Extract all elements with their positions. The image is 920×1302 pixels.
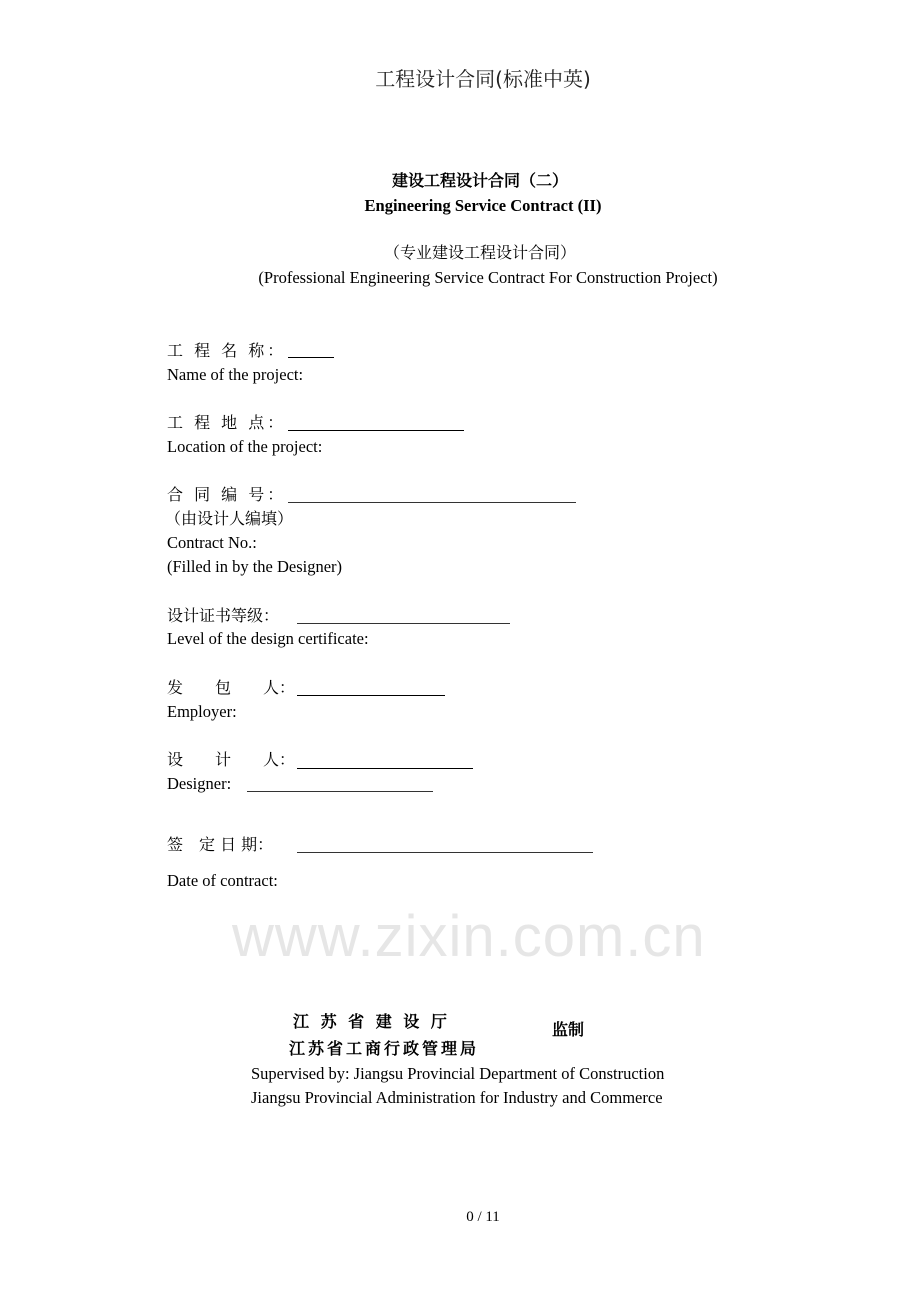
contract-date-label-zh: 签 定 日 期： bbox=[167, 835, 274, 854]
supervisor-org2-zh: 江苏省工商行政管理局 bbox=[289, 1039, 480, 1058]
project-name-blank[interactable] bbox=[288, 357, 334, 358]
certificate-level-label-en: Level of the design certificate: bbox=[167, 629, 369, 648]
contract-no-label-zh: 合 同 编 号： bbox=[167, 485, 287, 504]
designer-blank-en[interactable] bbox=[247, 791, 433, 792]
employer-blank[interactable] bbox=[297, 695, 445, 696]
contract-no-blank[interactable] bbox=[288, 502, 576, 503]
supervisor-org1-zh: 江 苏 省 建 设 厅 bbox=[293, 1012, 450, 1031]
contract-date-blank[interactable] bbox=[297, 852, 593, 853]
project-location-label-zh: 工 程 地 点： bbox=[167, 413, 287, 432]
watermark: www.zixin.com.cn bbox=[232, 904, 706, 969]
supervisor-line2-en: Jiangsu Provincial Administration for Industry and Commerce bbox=[251, 1088, 663, 1107]
supervisor-line1-en: Supervised by: Jiangsu Provincial Department of Construction bbox=[251, 1064, 665, 1083]
contract-no-label-en: Contract No.: bbox=[167, 533, 257, 552]
subtitle-en: (Professional Engineering Service Contract For Construction Project) bbox=[258, 268, 718, 287]
employer-label-en: Employer: bbox=[167, 702, 237, 721]
project-location-blank[interactable] bbox=[288, 430, 464, 431]
certificate-level-label-zh: 设计证书等级： bbox=[167, 606, 280, 625]
project-name-label-en: Name of the project: bbox=[167, 365, 304, 384]
designer-label-zh: 设 计 人： bbox=[167, 750, 296, 769]
designer-label-en: Designer: bbox=[167, 774, 232, 793]
page-number: 0 / 11 bbox=[466, 1209, 500, 1225]
employer-label-zh: 发 包 人： bbox=[167, 678, 296, 697]
designer-blank-zh[interactable] bbox=[297, 768, 473, 769]
project-name-label-zh: 工 程 名 称： bbox=[167, 341, 287, 360]
supervised-label-zh: 监制 bbox=[552, 1020, 585, 1039]
contract-date-label-en: Date of contract: bbox=[167, 871, 278, 890]
page-header: 工程设计合同(标准中英) bbox=[375, 67, 591, 91]
certificate-level-blank[interactable] bbox=[297, 623, 510, 624]
title-zh: 建设工程设计合同（二） bbox=[391, 171, 568, 190]
contract-no-note-en: (Filled in by the Designer) bbox=[167, 557, 343, 576]
project-location-label-en: Location of the project: bbox=[167, 437, 323, 456]
contract-no-note-zh: （由设计人编填） bbox=[165, 509, 294, 528]
title-en: Engineering Service Contract (II) bbox=[364, 196, 602, 215]
subtitle-zh: （专业建设工程设计合同） bbox=[383, 243, 576, 262]
